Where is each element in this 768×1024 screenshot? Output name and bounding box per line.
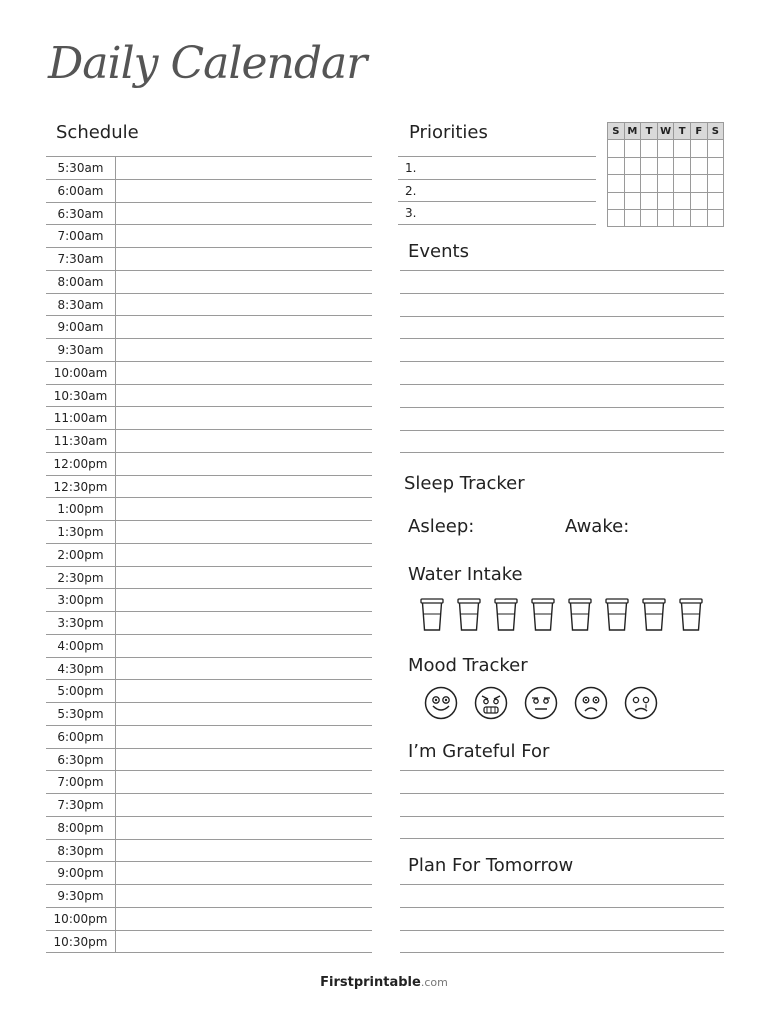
- grateful-line[interactable]: [400, 794, 724, 817]
- schedule-time: 3:30pm: [46, 612, 116, 634]
- calendar-cell[interactable]: [690, 157, 707, 174]
- water-glasses: [420, 598, 703, 632]
- calendar-cell[interactable]: [624, 157, 641, 174]
- grateful-line[interactable]: [400, 817, 724, 840]
- event-line[interactable]: [400, 408, 724, 431]
- schedule-entry[interactable]: [116, 521, 372, 543]
- schedule-row: [46, 362, 372, 385]
- schedule-time: 8:00am: [46, 271, 116, 293]
- schedule-entry[interactable]: [116, 612, 372, 634]
- schedule-row: [46, 635, 372, 658]
- schedule-entry[interactable]: [116, 817, 372, 839]
- angry-face-icon[interactable]: [474, 686, 508, 720]
- schedule-table: [46, 156, 372, 953]
- schedule-time: 11:00am: [46, 407, 116, 429]
- calendar-day-header: S: [707, 123, 724, 140]
- schedule-entry[interactable]: [116, 794, 372, 816]
- schedule-entry[interactable]: [116, 908, 372, 930]
- schedule-row: [46, 840, 372, 863]
- schedule-time: 8:00pm: [46, 817, 116, 839]
- schedule-entry[interactable]: [116, 407, 372, 429]
- schedule-entry[interactable]: [116, 498, 372, 520]
- schedule-time: 9:30pm: [46, 885, 116, 907]
- schedule-row: [46, 180, 372, 203]
- schedule-time: 7:00am: [46, 225, 116, 247]
- schedule-time: 12:30pm: [46, 476, 116, 498]
- calendar-day-header: M: [624, 123, 641, 140]
- glass-icon[interactable]: [679, 598, 703, 632]
- schedule-entry[interactable]: [116, 589, 372, 611]
- schedule-entry[interactable]: [116, 840, 372, 862]
- schedule-entry[interactable]: [116, 316, 372, 338]
- calendar-cell[interactable]: [657, 175, 674, 192]
- calendar-cell[interactable]: [641, 140, 658, 157]
- schedule-time: 7:30am: [46, 248, 116, 270]
- calendar-cell[interactable]: [657, 192, 674, 209]
- schedule-row: [46, 726, 372, 749]
- calendar-cell[interactable]: [674, 209, 691, 226]
- schedule-entry[interactable]: [116, 362, 372, 384]
- schedule-time: 5:00pm: [46, 680, 116, 702]
- schedule-entry[interactable]: [116, 771, 372, 793]
- schedule-entry[interactable]: [116, 385, 372, 407]
- schedule-entry[interactable]: [116, 703, 372, 725]
- event-line[interactable]: [400, 362, 724, 385]
- event-line[interactable]: [400, 385, 724, 408]
- schedule-entry[interactable]: [116, 430, 372, 452]
- schedule-entry[interactable]: [116, 180, 372, 202]
- calendar-cell[interactable]: [690, 140, 707, 157]
- schedule-entry[interactable]: [116, 453, 372, 475]
- events-heading: Events: [408, 241, 469, 262]
- awake-label: Awake:: [565, 516, 630, 537]
- schedule-time: 1:00pm: [46, 498, 116, 520]
- schedule-entry[interactable]: [116, 658, 372, 680]
- schedule-entry[interactable]: [116, 203, 372, 225]
- schedule-row: [46, 703, 372, 726]
- schedule-row: [46, 658, 372, 681]
- schedule-entry[interactable]: [116, 680, 372, 702]
- schedule-row: [46, 521, 372, 544]
- event-line[interactable]: [400, 271, 724, 294]
- calendar-cell[interactable]: [641, 175, 658, 192]
- schedule-entry[interactable]: [116, 271, 372, 293]
- schedule-row: [46, 430, 372, 453]
- calendar-cell[interactable]: [608, 209, 625, 226]
- schedule-entry[interactable]: [116, 726, 372, 748]
- glass-icon[interactable]: [642, 598, 666, 632]
- calendar-cell[interactable]: [674, 157, 691, 174]
- schedule-time: 2:30pm: [46, 567, 116, 589]
- brand-name: Firstprintable: [320, 975, 421, 990]
- schedule-time: 6:30am: [46, 203, 116, 225]
- plan-line[interactable]: [400, 885, 724, 908]
- schedule-row: [46, 908, 372, 931]
- calendar-cell[interactable]: [624, 175, 641, 192]
- events-lines: [400, 270, 724, 453]
- schedule-time: 5:30am: [46, 157, 116, 179]
- calendar-cell[interactable]: [608, 192, 625, 209]
- grateful-lines: [400, 770, 724, 839]
- priorities-heading: Priorities: [409, 122, 488, 143]
- schedule-row: [46, 453, 372, 476]
- schedule-row: [46, 771, 372, 794]
- brand-suffix: .com: [420, 976, 448, 989]
- calendar-cell[interactable]: [707, 192, 724, 209]
- schedule-row: [46, 749, 372, 772]
- schedule-row: [46, 544, 372, 567]
- schedule-row: [46, 316, 372, 339]
- calendar-day-header: F: [690, 123, 707, 140]
- schedule-time: 6:00am: [46, 180, 116, 202]
- schedule-time: 10:30pm: [46, 931, 116, 953]
- neutral-face-icon[interactable]: [524, 686, 558, 720]
- schedule-time: 7:00pm: [46, 771, 116, 793]
- happy-face-icon[interactable]: [424, 686, 458, 720]
- calendar-cell[interactable]: [690, 175, 707, 192]
- schedule-time: 4:30pm: [46, 658, 116, 680]
- calendar-cell[interactable]: [674, 140, 691, 157]
- glass-icon[interactable]: [568, 598, 592, 632]
- calendar-cell[interactable]: [624, 140, 641, 157]
- schedule-row: [46, 203, 372, 226]
- schedule-row: [46, 680, 372, 703]
- asleep-label: Asleep:: [408, 516, 475, 537]
- calendar-cell[interactable]: [624, 209, 641, 226]
- schedule-row: [46, 339, 372, 362]
- schedule-time: 8:30am: [46, 294, 116, 316]
- schedule-entry[interactable]: [116, 749, 372, 771]
- plan-line[interactable]: [400, 931, 724, 954]
- glass-icon[interactable]: [605, 598, 629, 632]
- event-line[interactable]: [400, 339, 724, 362]
- page-title: Daily Calendar: [48, 38, 367, 89]
- calendar-day-header: S: [608, 123, 625, 140]
- calendar-cell[interactable]: [707, 157, 724, 174]
- schedule-entry[interactable]: [116, 862, 372, 884]
- schedule-entry[interactable]: [116, 294, 372, 316]
- schedule-entry[interactable]: [116, 567, 372, 589]
- priorities-list: [398, 156, 596, 225]
- schedule-row: [46, 225, 372, 248]
- schedule-entry[interactable]: [116, 157, 372, 179]
- schedule-time: 6:00pm: [46, 726, 116, 748]
- schedule-time: 7:30pm: [46, 794, 116, 816]
- schedule-row: [46, 885, 372, 908]
- schedule-row: [46, 476, 372, 499]
- calendar-day-header: W: [657, 123, 674, 140]
- sleep-tracker-heading: Sleep Tracker: [404, 473, 525, 494]
- schedule-row: [46, 612, 372, 635]
- schedule-time: 10:00pm: [46, 908, 116, 930]
- schedule-time: 8:30pm: [46, 840, 116, 862]
- schedule-entry[interactable]: [116, 931, 372, 953]
- schedule-time: 12:00pm: [46, 453, 116, 475]
- schedule-entry[interactable]: [116, 476, 372, 498]
- plan-heading: Plan For Tomorrow: [408, 855, 574, 876]
- sad-face-icon[interactable]: [574, 686, 608, 720]
- schedule-time: 9:30am: [46, 339, 116, 361]
- crying-face-icon[interactable]: [624, 686, 658, 720]
- glass-icon[interactable]: [420, 598, 444, 632]
- schedule-time: 2:00pm: [46, 544, 116, 566]
- grateful-line[interactable]: [400, 771, 724, 794]
- calendar-cell[interactable]: [657, 157, 674, 174]
- schedule-heading: Schedule: [56, 122, 139, 143]
- schedule-time: 6:30pm: [46, 749, 116, 771]
- calendar-cell[interactable]: [641, 192, 658, 209]
- schedule-row: [46, 931, 372, 954]
- schedule-time: 4:00pm: [46, 635, 116, 657]
- glass-icon[interactable]: [531, 598, 555, 632]
- calendar-cell[interactable]: [707, 175, 724, 192]
- schedule-entry[interactable]: [116, 635, 372, 657]
- calendar-cell[interactable]: [690, 192, 707, 209]
- mini-calendar: [607, 122, 724, 227]
- calendar-cell[interactable]: [608, 175, 625, 192]
- schedule-row: [46, 157, 372, 180]
- schedule-row: [46, 498, 372, 521]
- priority-item[interactable]: 2.: [398, 180, 596, 203]
- calendar-cell[interactable]: [690, 209, 707, 226]
- schedule-time: 3:00pm: [46, 589, 116, 611]
- calendar-cell[interactable]: [674, 192, 691, 209]
- schedule-entry[interactable]: [116, 544, 372, 566]
- calendar-cell[interactable]: [641, 209, 658, 226]
- schedule-time: 5:30pm: [46, 703, 116, 725]
- priority-item[interactable]: 3.: [398, 202, 596, 225]
- schedule-time: 1:30pm: [46, 521, 116, 543]
- schedule-row: [46, 248, 372, 271]
- schedule-entry[interactable]: [116, 339, 372, 361]
- schedule-row: [46, 589, 372, 612]
- schedule-row: [46, 567, 372, 590]
- calendar-cell[interactable]: [608, 157, 625, 174]
- calendar-cell[interactable]: [657, 140, 674, 157]
- priority-item[interactable]: 1.: [398, 157, 596, 180]
- calendar-day-header: T: [674, 123, 691, 140]
- footer-brand: [0, 975, 768, 990]
- water-intake-heading: Water Intake: [408, 564, 523, 585]
- plan-line[interactable]: [400, 908, 724, 931]
- event-line[interactable]: [400, 294, 724, 317]
- schedule-time: 9:00am: [46, 316, 116, 338]
- schedule-row: [46, 385, 372, 408]
- mood-faces: [424, 686, 658, 720]
- calendar-cell[interactable]: [674, 175, 691, 192]
- schedule-row: [46, 794, 372, 817]
- plan-lines: [400, 884, 724, 953]
- schedule-time: 10:00am: [46, 362, 116, 384]
- schedule-time: 10:30am: [46, 385, 116, 407]
- schedule-row: [46, 817, 372, 840]
- schedule-entry[interactable]: [116, 248, 372, 270]
- schedule-row: [46, 407, 372, 430]
- calendar-cell[interactable]: [707, 209, 724, 226]
- calendar-day-header: T: [641, 123, 658, 140]
- schedule-row: [46, 271, 372, 294]
- schedule-entry[interactable]: [116, 225, 372, 247]
- event-line[interactable]: [400, 317, 724, 340]
- grateful-heading: I’m Grateful For: [408, 741, 550, 762]
- schedule-time: 11:30am: [46, 430, 116, 452]
- calendar-cell[interactable]: [641, 157, 658, 174]
- calendar-cell[interactable]: [657, 209, 674, 226]
- glass-icon[interactable]: [457, 598, 481, 632]
- glass-icon[interactable]: [494, 598, 518, 632]
- schedule-time: 9:00pm: [46, 862, 116, 884]
- calendar-cell[interactable]: [608, 140, 625, 157]
- mood-tracker-heading: Mood Tracker: [408, 655, 528, 676]
- event-line[interactable]: [400, 431, 724, 454]
- schedule-row: [46, 294, 372, 317]
- calendar-cell[interactable]: [707, 140, 724, 157]
- schedule-row: [46, 862, 372, 885]
- calendar-cell[interactable]: [624, 192, 641, 209]
- schedule-entry[interactable]: [116, 885, 372, 907]
